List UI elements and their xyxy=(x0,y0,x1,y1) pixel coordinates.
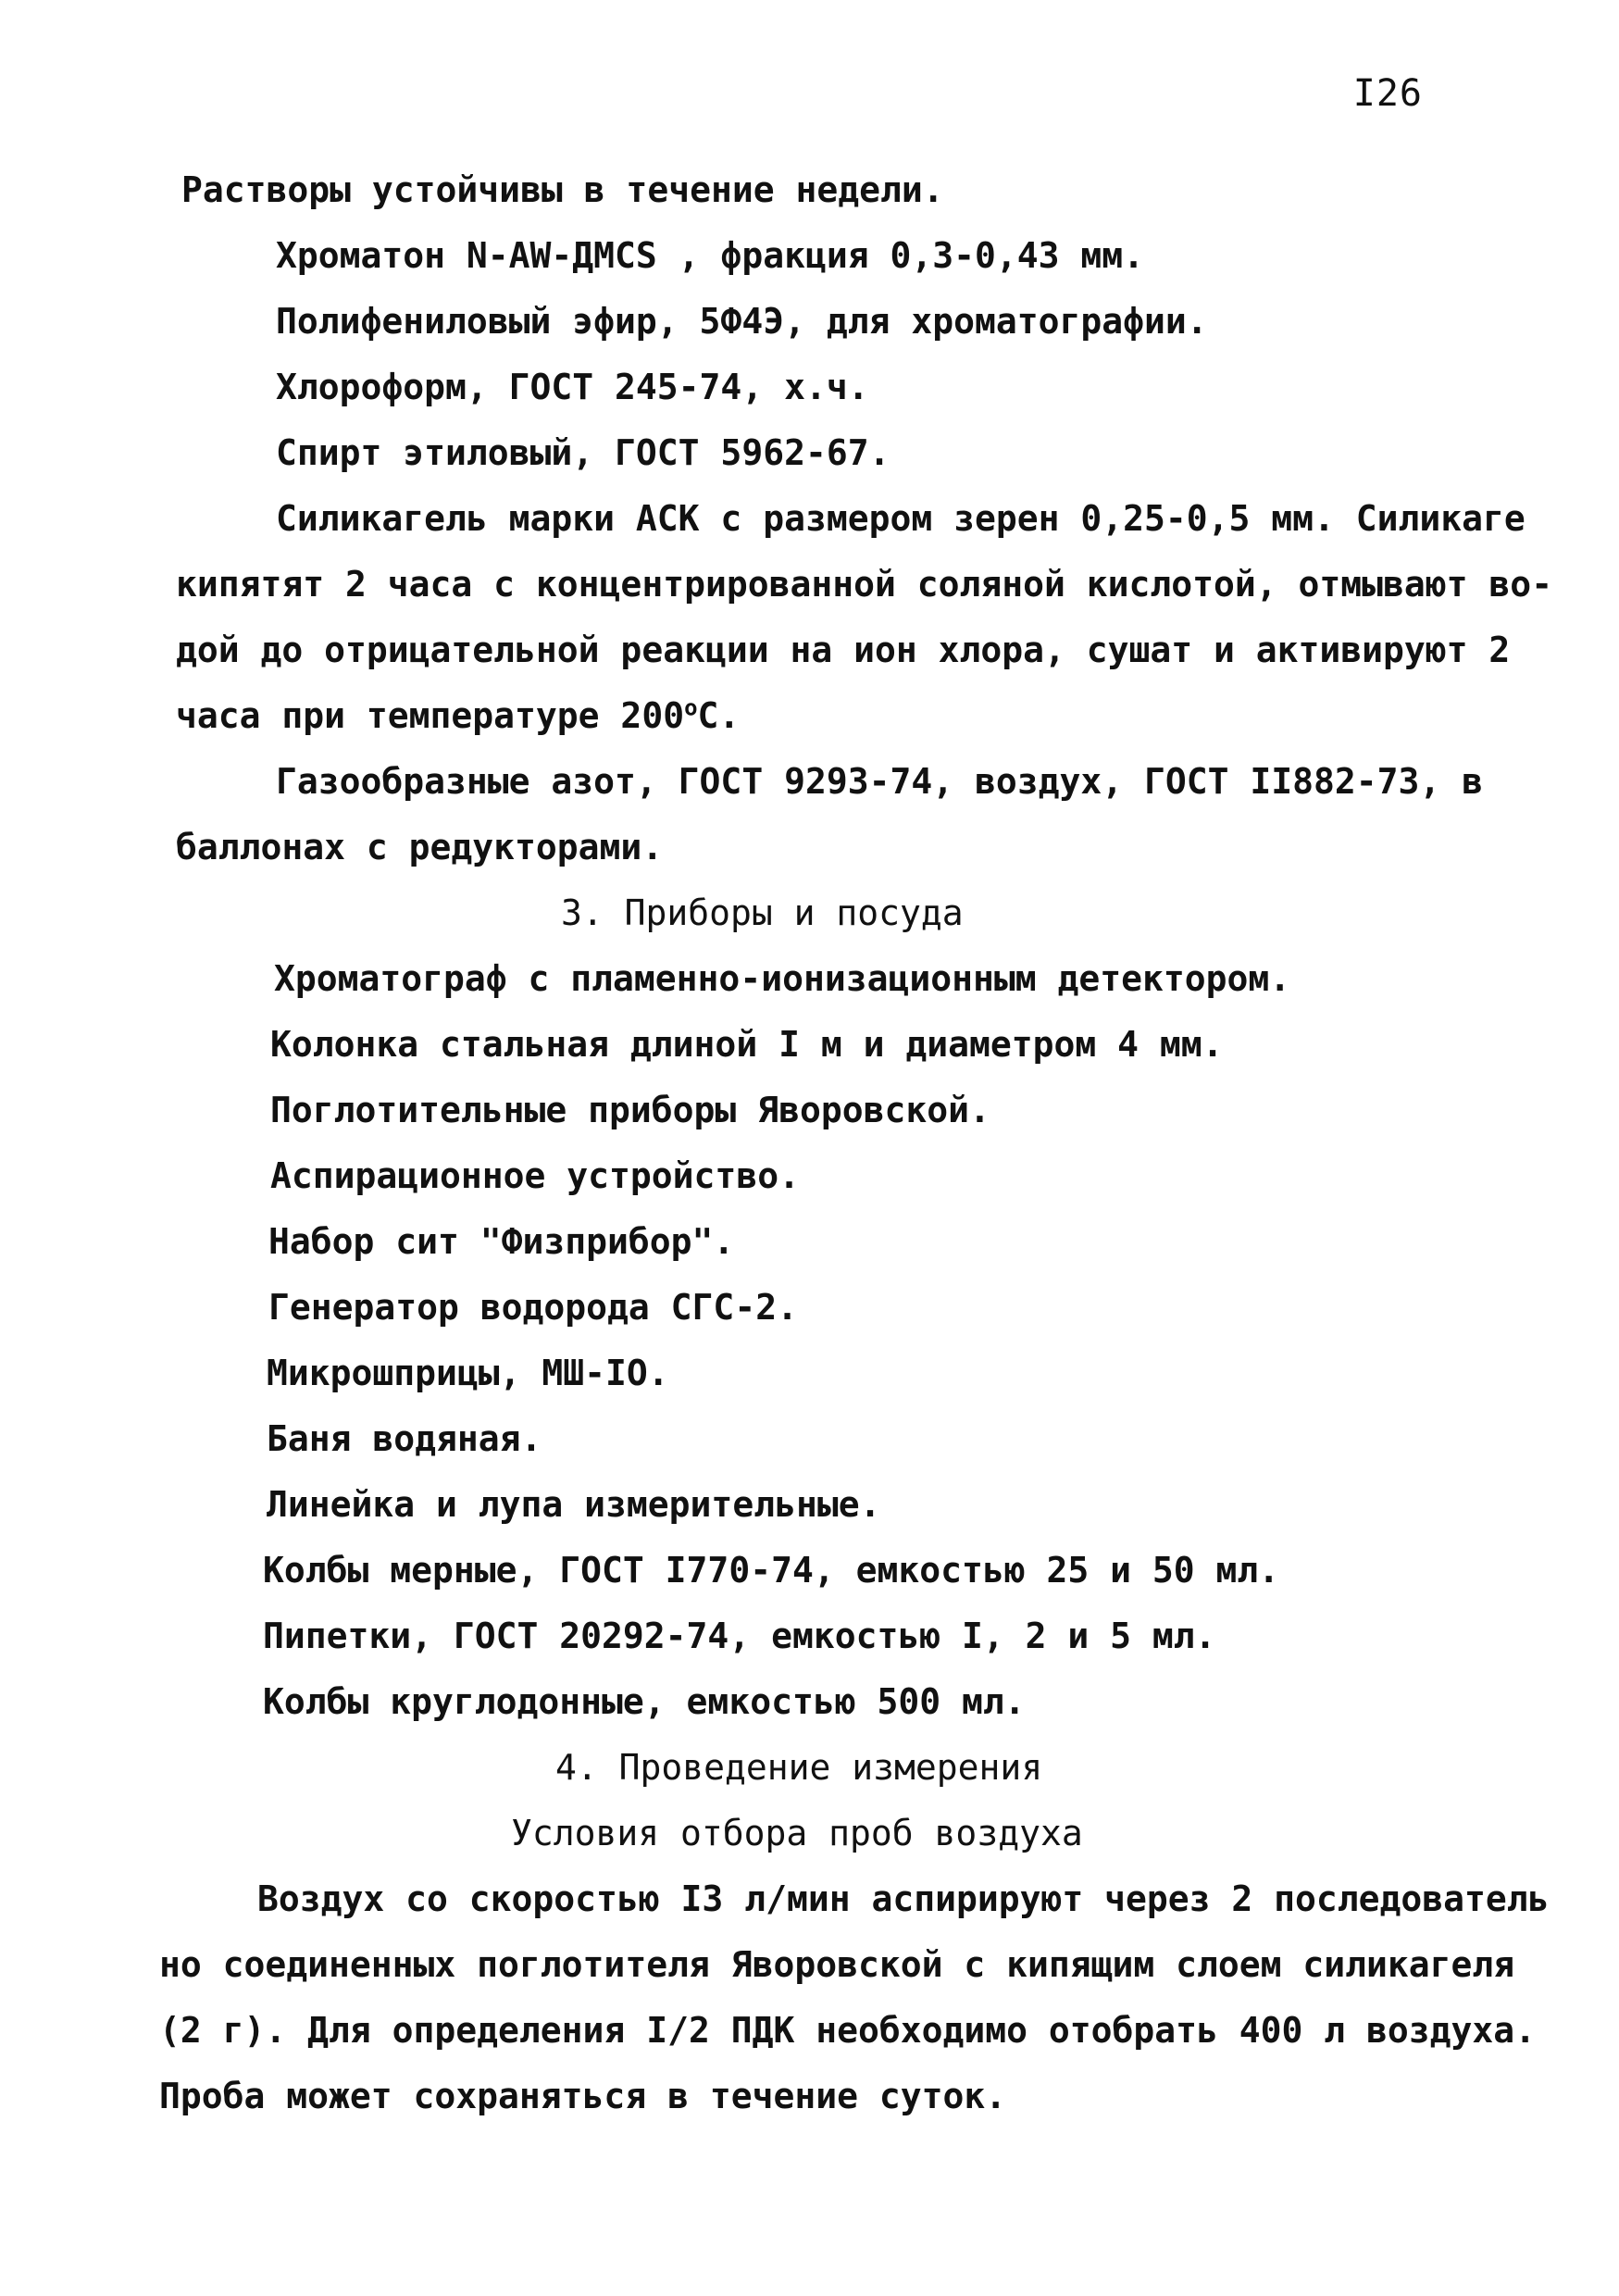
list-item: Пипетки, ГОСТ 20292-74, емкостью I, 2 и 5 мл. xyxy=(263,1616,1216,1656)
text-line: Растворы устойчивы в течение недели. xyxy=(181,169,944,210)
text-line-part: С. xyxy=(697,695,741,736)
list-item: Поглотительные приборы Яворовской. xyxy=(270,1090,990,1130)
text-line-part: часа при температуре 200 xyxy=(176,695,685,736)
list-item: Генератор водорода СГС-2. xyxy=(268,1287,798,1328)
text-line: баллонах с редукторами. xyxy=(176,827,664,867)
text-line: кипятят 2 часа с концентрированной соляной кислотой, отмывают во- xyxy=(176,564,1553,605)
text-line: Полифениловый эфир, 5Ф4Э, для хроматографии. xyxy=(276,301,1208,342)
section-title: 4. Проведение измерения xyxy=(555,1747,1043,1788)
list-item: Колбы мерные, ГОСТ I770-74, емкостью 25 и 50 мл. xyxy=(263,1550,1280,1591)
list-item: Линейка и лупа измерительные. xyxy=(267,1484,881,1525)
list-item: Колбы круглодонные, емкостью 500 мл. xyxy=(263,1681,1026,1722)
list-item: Аспирационное устройство. xyxy=(270,1155,800,1196)
list-item: Колонка стальная длиной I м и диаметром 4 мм. xyxy=(270,1024,1224,1065)
list-item: Хроматограф с пламенно-ионизационным детектором. xyxy=(274,958,1291,999)
section-subtitle: Условия отбора проб воздуха xyxy=(511,1813,1083,1853)
degree-sign: о xyxy=(684,694,698,721)
text-line: (2 г). Для определения I/2 ПДК необходимо отобрать 400 л воздуха. xyxy=(159,2010,1537,2051)
section-title: 3. Приборы и посуда xyxy=(561,892,964,933)
text-line: Спирт этиловый, ГОСТ 5962-67. xyxy=(276,432,890,473)
text-line: Проба может сохраняться в течение суток. xyxy=(159,2076,1007,2116)
text-line xyxy=(176,694,740,737)
text-line: Хлороформ, ГОСТ 245-74, х.ч. xyxy=(276,367,869,407)
list-item: Баня водяная. xyxy=(267,1418,542,1459)
list-item: Микрошприцы, МШ-IO. xyxy=(267,1353,669,1393)
text-line: Воздух со скоростью I3 л/мин аспирируют через 2 последователь xyxy=(257,1878,1550,1919)
text-line: дой до отрицательной реакции на ион хлора, сушат и активируют 2 xyxy=(176,630,1511,670)
page-number: I26 xyxy=(1352,72,1423,115)
text-line: но соединенных поглотителя Яворовской с кипящим слоем силикагеля xyxy=(159,1944,1515,1985)
text-line: Хроматон N-AW-ДМCS , фракция 0,3-0,43 мм. xyxy=(276,235,1144,276)
text-line: Силикагель марки АСК с размером зерен 0,25-0,5 мм. Силикаге xyxy=(276,498,1526,539)
list-item: Набор сит "Физприбор". xyxy=(268,1221,735,1262)
text-line: Газообразные азот, ГОСТ 9293-74, воздух, ГОСТ II882-73, в xyxy=(276,761,1484,802)
